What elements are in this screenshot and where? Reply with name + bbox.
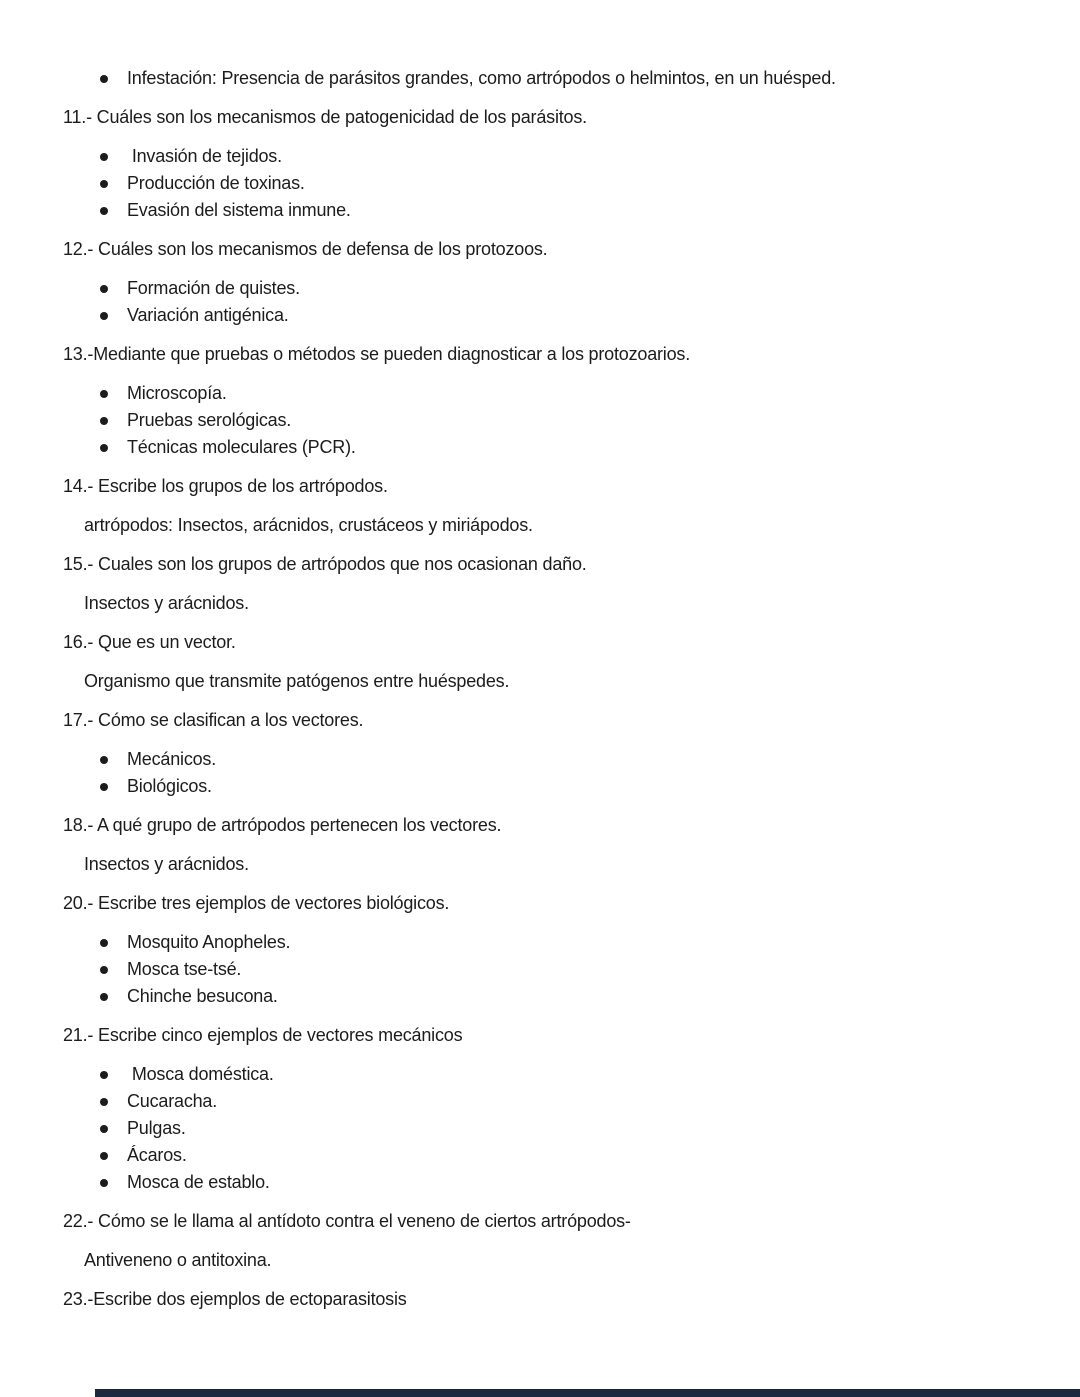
bullet-icon — [100, 756, 108, 764]
bullet-list — [63, 65, 1038, 92]
bullet-icon — [100, 1098, 108, 1106]
bullet-icon — [100, 180, 108, 188]
bullet-item-text: Invasión de tejidos. — [127, 146, 282, 166]
question-text: 14.- Escribe los grupos de los artrópodos. — [63, 476, 388, 496]
question-text: 22.- Cómo se le llama al antídoto contra el veneno de ciertos artrópodos- — [63, 1211, 631, 1231]
bullet-list — [63, 380, 1038, 461]
answer-text: Organismo que transmite patógenos entre huéspedes. — [84, 671, 510, 691]
bullet-item-text: Producción de toxinas. — [127, 173, 305, 193]
bullet-icon — [100, 966, 108, 974]
bullet-icon — [100, 939, 108, 947]
bullet-icon — [100, 75, 108, 83]
question-text: 13.-Mediante que pruebas o métodos se pueden diagnosticar a los protozoarios. — [63, 344, 691, 364]
question-text: 15.- Cuales son los grupos de artrópodos que nos ocasionan daño. — [63, 554, 587, 574]
bullet-icon — [100, 312, 108, 320]
list-item — [100, 380, 1038, 407]
list-item — [100, 929, 1038, 956]
bullet-list — [63, 1061, 1038, 1196]
bullet-icon — [100, 390, 108, 398]
answer-text: Insectos y arácnidos. — [84, 593, 249, 613]
bullet-list — [63, 143, 1038, 224]
list-item — [100, 1088, 1038, 1115]
list-item — [100, 1115, 1038, 1142]
bullet-icon — [100, 417, 108, 425]
question-text: 11.- Cuáles son los mecanismos de patogenicidad de los parásitos. — [63, 107, 587, 127]
bullet-icon — [100, 1152, 108, 1160]
bullet-list — [63, 929, 1038, 1010]
bullet-item-text: Mosca de establo. — [127, 1172, 270, 1192]
bullet-item-text: Mosca doméstica. — [127, 1064, 274, 1084]
bullet-item-text: Formación de quistes. — [127, 278, 300, 298]
bullet-list — [63, 746, 1038, 800]
list-item — [100, 65, 1038, 92]
list-item — [100, 1169, 1038, 1196]
bullet-item-text: Mosca tse-tsé. — [127, 959, 242, 979]
question-text: 21.- Escribe cinco ejemplos de vectores mecánicos — [63, 1025, 463, 1045]
bottom-cutoff-bar — [95, 1389, 1080, 1397]
list-item — [100, 434, 1038, 461]
bullet-icon — [100, 1179, 108, 1187]
answer-text: artrópodos: Insectos, arácnidos, crustáceos y miriápodos. — [84, 515, 533, 535]
bullet-item-text: Chinche besucona. — [127, 986, 278, 1006]
list-item — [100, 746, 1038, 773]
list-item — [100, 170, 1038, 197]
bullet-item-text: Biológicos. — [127, 776, 212, 796]
bullet-item-text: Técnicas moleculares (PCR). — [127, 437, 356, 457]
bullet-icon — [100, 783, 108, 791]
list-item — [100, 983, 1038, 1010]
bullet-icon — [100, 1071, 108, 1079]
list-item — [100, 275, 1038, 302]
question-text: 16.- Que es un vector. — [63, 632, 236, 652]
bullet-item-text: Ácaros. — [127, 1145, 187, 1165]
list-item — [100, 143, 1038, 170]
list-item — [100, 956, 1038, 983]
question-text: 17.- Cómo se clasifican a los vectores. — [63, 710, 364, 730]
bullet-item-text: Pruebas serológicas. — [127, 410, 292, 430]
question-text: 20.- Escribe tres ejemplos de vectores biológicos. — [63, 893, 450, 913]
bullet-item-text: Evasión del sistema inmune. — [127, 200, 351, 220]
answer-text: Insectos y arácnidos. — [84, 854, 249, 874]
list-item — [100, 407, 1038, 434]
bullet-item-text: Mosquito Anopheles. — [127, 932, 291, 952]
list-item — [100, 197, 1038, 224]
bullet-icon — [100, 153, 108, 161]
bullet-item-text: Variación antigénica. — [127, 305, 289, 325]
list-item — [100, 302, 1038, 329]
bullet-icon — [100, 444, 108, 452]
bullet-item-text: Infestación: Presencia de parásitos grandes, como artrópodos o helmintos, en un huésped. — [127, 68, 836, 88]
list-item — [100, 1061, 1038, 1088]
answer-text: Antiveneno o antitoxina. — [84, 1250, 272, 1270]
bullet-item-text: Pulgas. — [127, 1118, 186, 1138]
bullet-item-text: Mecánicos. — [127, 749, 217, 769]
bullet-item-text: Cucaracha. — [127, 1091, 218, 1111]
bullet-item-text: Microscopía. — [127, 383, 227, 403]
bullet-icon — [100, 993, 108, 1001]
list-item — [100, 773, 1038, 800]
bullet-icon — [100, 1125, 108, 1133]
list-item — [100, 1142, 1038, 1169]
question-text: 18.- A qué grupo de artrópodos pertenecen los vectores. — [63, 815, 502, 835]
bullet-list — [63, 275, 1038, 329]
bullet-icon — [100, 285, 108, 293]
question-text: 12.- Cuáles son los mecanismos de defensa de los protozoos. — [63, 239, 548, 259]
bullet-icon — [100, 207, 108, 215]
question-text: 23.-Escribe dos ejemplos de ectoparasitosis — [63, 1289, 407, 1309]
